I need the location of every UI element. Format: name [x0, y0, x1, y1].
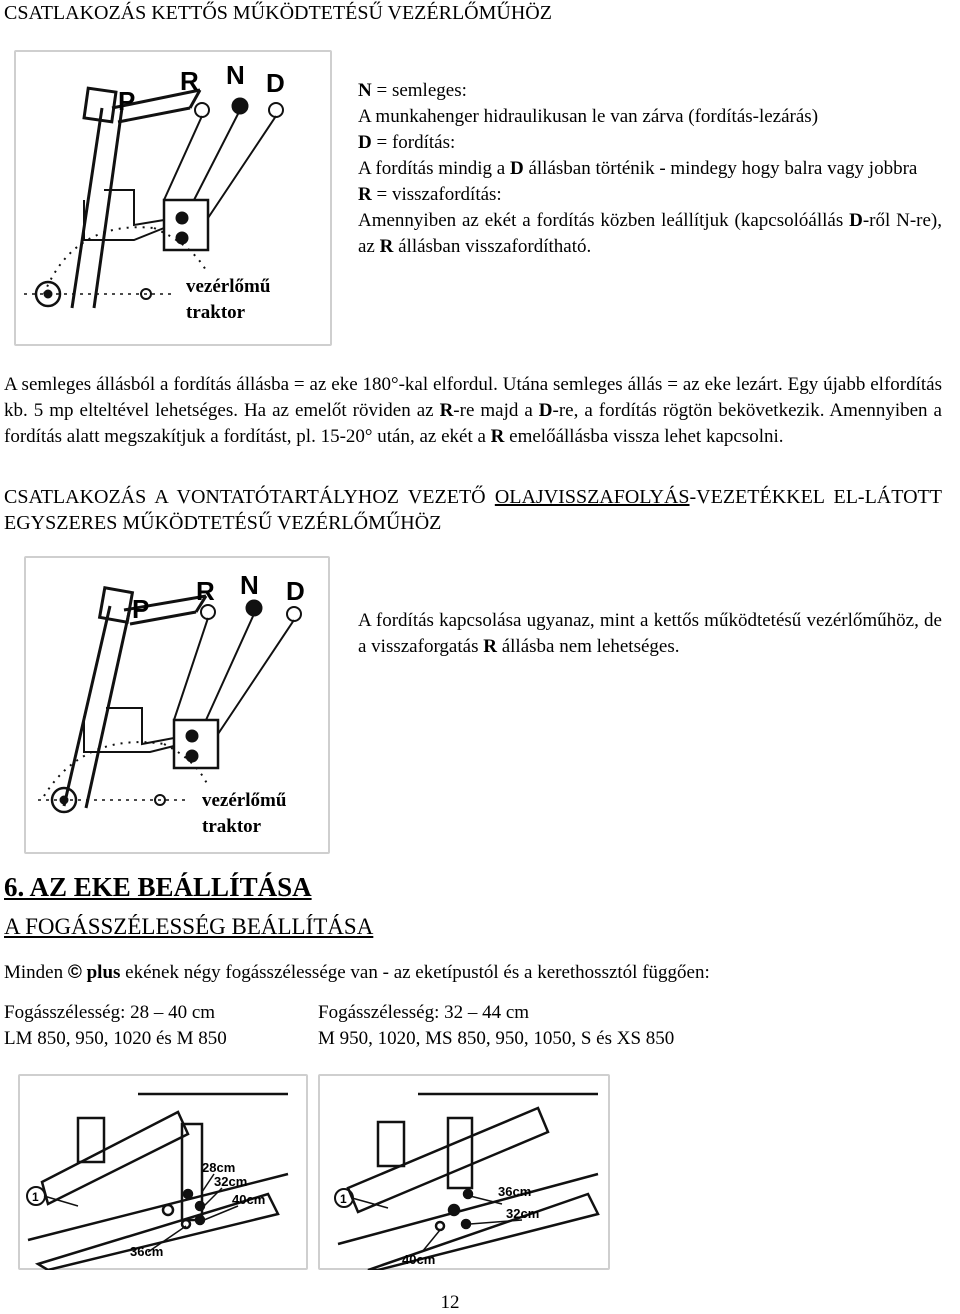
subsection-title-working-width: A FOGÁSSZÉLESSÉG BEÁLLÍTÁSA	[4, 914, 374, 939]
width-spec-right	[318, 1000, 674, 1052]
label-line-valve-2: vezérlőmű	[202, 790, 287, 811]
figure-width-28-40	[18, 1074, 308, 1270]
letter-r: R	[180, 66, 199, 96]
letter-n: N	[226, 60, 245, 90]
models-left: LM 850, 950, 1020 és M 850	[4, 1028, 227, 1049]
section-title-plough-setup: 6. AZ EKE BEÁLLÍTÁSA	[4, 872, 312, 902]
desc-d: D = fordítás:	[358, 132, 456, 153]
brand-name: plus	[86, 962, 121, 983]
width-adjust-drawing-left	[18, 1074, 308, 1270]
label-line-tractor: traktor	[186, 302, 246, 323]
letter-r-2: R	[196, 576, 215, 606]
label-36cm-right: 36cm	[498, 1184, 532, 1199]
figure-label-2	[186, 784, 302, 844]
width-range-left: Fogásszélesség: 28 – 40 cm	[4, 1002, 216, 1023]
desc-d-text: A fordítás mindig a D állásban történik - mindegy hogy balra vagy jobbra	[358, 158, 918, 179]
figure-label	[172, 270, 284, 330]
figure-single-acting-valve	[24, 556, 334, 856]
models-right: M 950, 1020, MS 850, 950, 1050, S és XS 850	[318, 1028, 675, 1049]
section-heading-single-acting: CSATLAKOZÁS A VONTATÓTARTÁLYHOZ VEZETŐ OLAJVISSZAFOLYÁS-VEZETÉKKEL EL-LÁTOTT EGYSZERES MŰKÖDTETÉSŰ VEZÉRLŐMŰHÖZ	[4, 486, 942, 534]
marker-1: 1	[32, 1190, 39, 1204]
label-40cm: 40cm	[232, 1192, 266, 1207]
desc-n-text: A munkahenger hidraulikusan le van zárva (fordítás-lezárás)	[358, 106, 819, 127]
letter-n-2: N	[240, 570, 259, 600]
label-36cm: 36cm	[130, 1244, 164, 1259]
working-width-intro: Minden © plus ekének négy fogásszélessége van - az eketípustól és a kerethossztól függően:	[4, 962, 710, 983]
desc-r-text: Amennyiben az ekét a fordítás közben leállítjuk (kapcsolóállás D-ről N-re), az R állásban visszafordítható.	[358, 210, 943, 257]
label-28cm: 28cm	[202, 1160, 236, 1175]
marker-1-right: 1	[340, 1192, 347, 1206]
label-line-valve: vezérlőmű	[186, 276, 271, 297]
letter-p: P	[118, 86, 136, 116]
width-range-right: Fogásszélesség: 32 – 44 cm	[318, 1002, 530, 1023]
page-number: 12	[440, 1292, 460, 1313]
position-descriptions	[358, 78, 942, 260]
label-32cm-right: 32cm	[506, 1206, 540, 1221]
turning-paragraph: A semleges állásból a fordítás állásba = az eke 180°-kal elfordul. Utána semleges állás = az eke lezárt. Egy újabb elfordítás kb. 5 mp elteltével lehetséges. Ha az emelőt röviden az R-re majd a D-re, a fordítás rögtön bekövetkezik. Amennyiben a fordítás alatt megszakítjuk a fordítást, pl. 15-20° után, az ekét a R emelőállásba vissza lehet kapcsolni.	[4, 374, 942, 447]
label-line-tractor-2: traktor	[202, 816, 262, 837]
desc-n: N = semleges:	[358, 80, 467, 101]
single-acting-description: A fordítás kapcsolása ugyanaz, mint a kettős működtetésű vezérlőműhöz, de a visszaforgatás R állásba nem lehetséges.	[358, 610, 942, 657]
figure-width-32-44	[318, 1074, 610, 1270]
label-40cm-right: 40cm	[402, 1252, 436, 1267]
width-spec-left	[4, 1000, 227, 1052]
letter-d: D	[266, 68, 285, 98]
section-heading-double-acting: CSATLAKOZÁS KETTŐS MŰKÖDTETÉSŰ VEZÉRLŐMŰHÖZ	[4, 2, 552, 24]
figure-double-acting-valve	[14, 50, 346, 346]
label-32cm: 32cm	[214, 1174, 248, 1189]
brand-logo-icon: ©	[67, 962, 82, 983]
letter-p-2: P	[132, 594, 150, 624]
width-adjust-drawing-right	[318, 1074, 610, 1270]
desc-r: R = visszafordítás:	[358, 184, 502, 205]
letter-d-2: D	[286, 576, 305, 606]
